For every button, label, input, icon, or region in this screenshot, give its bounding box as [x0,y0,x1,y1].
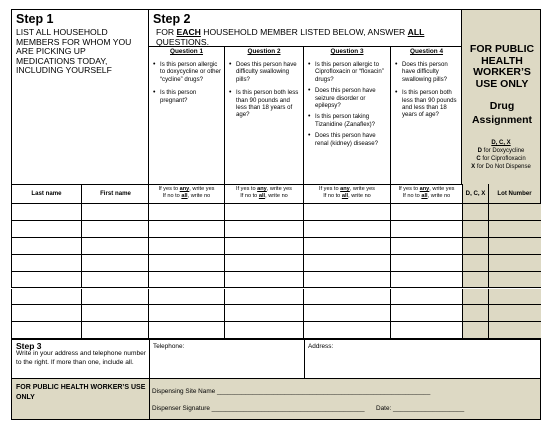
dcx-cell[interactable] [462,255,488,271]
dcx-cell[interactable] [462,204,488,220]
question-4-answer-cell[interactable] [390,255,462,271]
household-member-row [11,272,541,289]
household-member-row [11,221,541,238]
last-name-cell[interactable] [11,272,81,288]
question-2-answer-cell[interactable] [224,238,303,254]
step2-instructions [156,28,456,47]
answer-header-any: any [340,186,350,192]
answer-header-text: If yes to [158,186,180,192]
answer-header-text: , write yes [429,186,455,192]
dcx-cell[interactable] [462,322,488,338]
question-4-answer-cell[interactable] [390,322,462,338]
lot-number-cell[interactable] [488,289,541,305]
public-health-panel-title: FOR PUBLIC HEALTH WORKER’S USE ONLY [469,43,535,90]
question-3-answer-cell[interactable] [303,305,390,321]
answer-header-any: any [257,186,267,192]
question-2-bullet: • Is this person both less than 90 pounds and less than 18 years of age? [228,89,300,119]
step2-intro-part2: HOUSEHOLD MEMBER LISTED BELOW, ANSWER [200,27,408,37]
question-2-heading: Question 2 [247,48,281,55]
household-member-row [11,289,541,306]
lot-number-cell[interactable] [488,221,541,237]
drug-code-x-text: for Do Not Dispense [475,164,531,170]
first-name-cell[interactable] [81,289,149,305]
last-name-cell[interactable] [11,322,81,338]
question-2-bullet: • Does this person have difficulty swallowing pills? [228,61,300,83]
question-1-answer-cell[interactable] [148,221,224,237]
answer-header-all: all [181,193,188,199]
question-2-column [224,46,303,184]
lot-number-cell[interactable] [488,322,541,338]
question-1-answer-cell[interactable] [148,238,224,254]
lot-number-cell[interactable] [488,255,541,271]
drug-code-c-letter: C [476,156,481,162]
date-field[interactable]: Date: ____________________ [376,405,465,412]
step1-block [11,9,149,185]
lot-number-cell[interactable] [488,238,541,254]
question-2-answer-cell[interactable] [224,322,303,338]
first-name-cell[interactable] [81,305,149,321]
question-4-bullet: • Is this person both less than 90 pounds and less than 18 years of age? [394,89,459,119]
answer-header-text: If yes to [319,186,341,192]
question-2-answer-cell[interactable] [224,289,303,305]
question-3-bullet: • Does this person have renal (kidney) disease? [307,132,387,147]
answer-header-text: If no to [162,193,182,199]
answer-header-text: , write no [348,193,371,199]
household-member-row [11,255,541,272]
question-3-answer-cell[interactable] [303,272,390,288]
answer-header-text: , write yes [266,186,292,192]
answer-header-text: , write no [265,193,288,199]
footer-fields [149,379,540,419]
telephone-label: Telephone: [153,343,185,350]
first-name-cell[interactable] [81,221,149,237]
drug-code-d [462,148,540,154]
answer-header-any: any [419,186,430,192]
question-1-answer-header [148,184,224,203]
question-3-answer-cell[interactable] [303,204,390,220]
question-3-answer-cell[interactable] [303,238,390,254]
column-header-first-name: First name [81,184,149,203]
answer-header-text: If yes to [236,186,258,192]
dcx-cell[interactable] [462,305,488,321]
answer-header-text: , write yes [349,186,375,192]
answer-header-text: If yes to [398,186,420,192]
question-3-answer-cell[interactable] [303,221,390,237]
question-4-answer-cell[interactable] [390,289,462,305]
answer-header-all: all [258,193,266,199]
answer-header-text: , write no [187,193,211,199]
answer-header-text: If no to [402,193,422,199]
answer-header-text: If no to [240,193,259,199]
question-4-answer-cell[interactable] [390,305,462,321]
question-1-heading: Question 1 [169,48,204,55]
last-name-cell[interactable] [11,204,81,220]
column-header-lot-number: Lot Number [488,184,541,203]
step3-block [11,339,541,379]
question-2-answer-cell[interactable] [224,221,303,237]
footer-label: FOR PUBLIC HEALTH WORKER’S USE ONLY [16,384,146,401]
last-name-cell[interactable] [11,305,81,321]
drug-code-d-letter: D [477,148,482,154]
lot-number-cell[interactable] [488,272,541,288]
step3-title: Step 3 [16,341,42,351]
question-1-column [148,46,224,184]
question-1-answer-cell[interactable] [148,322,224,338]
step2-intro-part3: QUESTIONS. [156,36,210,47]
answer-header-text: , write no [427,193,451,199]
question-4-answer-header [390,184,462,203]
step3-instructions: Write in your address and telephone number to the right. If more than one, include all. [16,350,146,366]
question-3-answer-cell[interactable] [303,289,390,305]
drug-code-x [462,164,540,170]
lot-number-cell[interactable] [488,204,541,220]
dispenser-signature-field[interactable]: Dispenser Signature ___________________________________________ [152,405,365,412]
address-field[interactable] [304,340,540,378]
question-2-answer-cell[interactable] [224,204,303,220]
household-member-row [11,322,541,339]
answer-header-text: If no to [323,193,342,199]
question-3-answer-cell[interactable] [303,322,390,338]
question-2-answer-cell[interactable] [224,305,303,321]
question-1-answer-cell[interactable] [148,255,224,271]
question-2-answer-cell[interactable] [224,255,303,271]
question-1-answer-cell[interactable] [148,289,224,305]
household-member-row [11,305,541,322]
question-4-answer-cell[interactable] [390,272,462,288]
drug-codes-heading: D, C, X [491,140,511,146]
first-name-cell[interactable] [81,272,149,288]
step2-intro-all: ALL [407,27,425,37]
answer-header-text: , write yes [189,186,215,192]
drug-code-c [462,156,540,162]
question-3-heading: Question 3 [330,48,364,55]
question-4-bullets [394,61,459,119]
question-1-bullet: • Is this person pregnant? [152,89,221,104]
answer-header-all: all [421,193,428,199]
last-name-cell[interactable] [11,221,81,237]
column-header-last-name: Last name [11,184,81,203]
drug-assignment-title: Drug Assignment [471,100,533,126]
first-name-cell[interactable] [81,322,149,338]
question-3-bullet: • Does this person have seizure disorder or epilepsy? [307,87,387,109]
question-4-answer-cell[interactable] [390,204,462,220]
drug-code-c-text: for Ciprofloxacin [480,156,526,162]
question-3-answer-cell[interactable] [303,255,390,271]
question-3-answer-header [303,184,390,203]
question-3-bullet: • Is this person taking Tizanidine (Zanaflex)? [307,113,387,128]
dcx-cell[interactable] [462,221,488,237]
dispensing-site-name-field[interactable]: Dispensing Site Name ____________________________________________________________ [152,388,431,395]
question-3-column [303,46,390,184]
address-label: Address: [308,343,334,350]
telephone-field[interactable] [149,340,304,378]
question-2-answer-cell[interactable] [224,272,303,288]
answer-header-all: all [341,193,349,199]
last-name-cell[interactable] [11,255,81,271]
question-4-answer-cell[interactable] [390,221,462,237]
question-1-answer-cell[interactable] [148,272,224,288]
drug-code-d-text: for Doxycycline [481,148,525,154]
step2-title: Step 2 [153,12,191,26]
last-name-cell[interactable] [11,238,81,254]
answer-header-any: any [179,186,190,192]
first-name-cell[interactable] [81,238,149,254]
question-2-bullets [228,61,300,119]
question-3-bullets [307,61,387,147]
dcx-cell[interactable] [462,272,488,288]
question-1-bullet: • Is this person allergic to doxycycline or other “cycline” drugs? [152,61,221,83]
step2-intro-each: EACH [176,27,201,37]
step1-instructions: LIST ALL HOUSEHOLD MEMBERS FOR WHOM YOU ARE PICKING UP MEDICATIONS TODAY, INCLUDING YOURSELF [16,27,132,76]
question-4-heading: Question 4 [409,48,444,55]
public-health-panel [461,9,541,185]
question-4-column [390,46,462,184]
question-3-bullet: • Is this person allergic to Ciprofloxacin or “floxacin” drugs? [307,61,387,83]
dcx-cell[interactable] [462,289,488,305]
column-header-dcx: D, C, X [462,184,488,203]
step1-title: Step 1 [16,12,54,26]
footer-block [11,378,541,420]
last-name-cell[interactable] [11,289,81,305]
question-1-bullets [152,61,221,104]
household-member-row [11,204,541,221]
question-1-answer-cell[interactable] [148,305,224,321]
question-1-answer-cell[interactable] [148,204,224,220]
step2-intro-part1: FOR [156,27,177,37]
household-member-row [11,238,541,255]
lot-number-cell[interactable] [488,305,541,321]
dcx-cell[interactable] [462,238,488,254]
drug-code-x-letter: X [471,164,476,170]
question-2-answer-header [224,184,303,203]
question-4-answer-cell[interactable] [390,238,462,254]
first-name-cell[interactable] [81,204,149,220]
question-4-bullet: • Does this person have difficulty swallowing pills? [394,61,459,83]
first-name-cell[interactable] [81,255,149,271]
